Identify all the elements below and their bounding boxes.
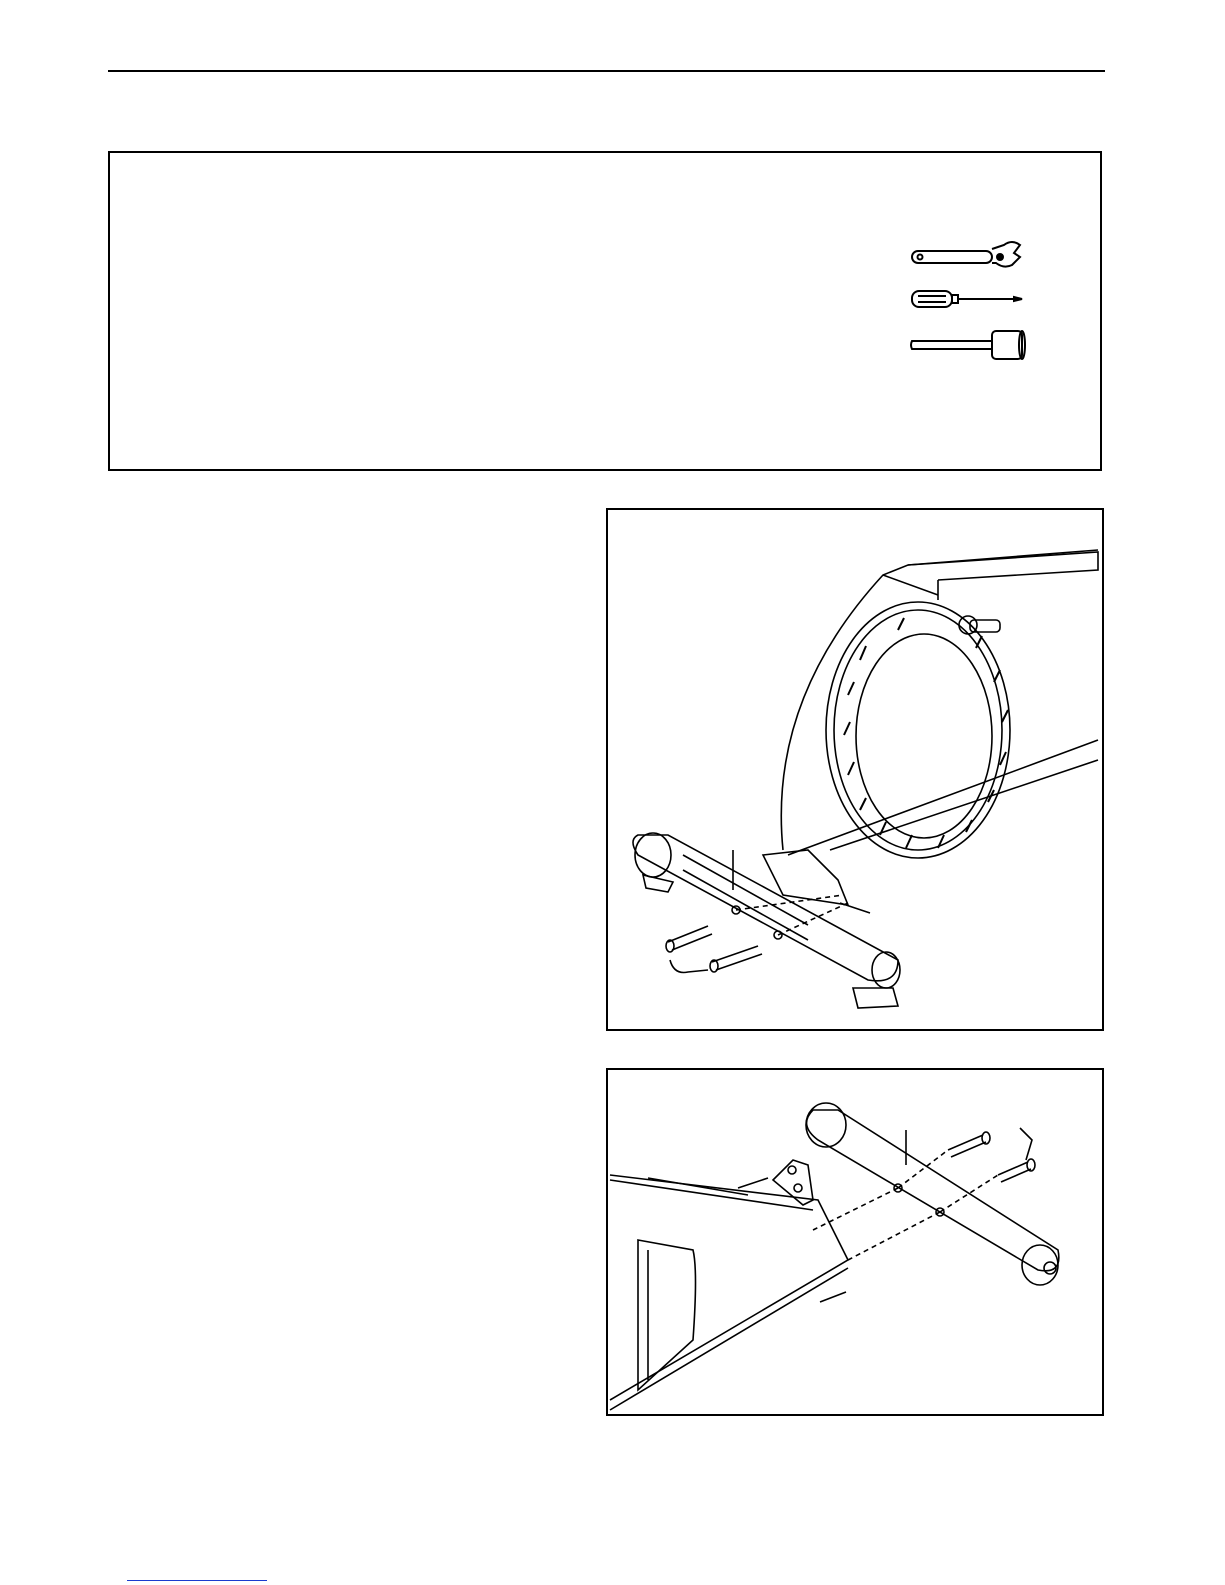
figure-1 (606, 508, 1104, 1031)
figure-2 (606, 1068, 1104, 1416)
figure-1-drawing (608, 510, 1104, 1031)
header-rule (108, 70, 1105, 72)
figure-2-drawing (608, 1070, 1104, 1416)
footer-link-underline (127, 1580, 267, 1581)
adjustable-wrench-icon (908, 239, 1028, 275)
rubber-mallet-icon (906, 325, 1030, 365)
tools-needed-box (108, 151, 1102, 471)
phillips-screwdriver-icon (908, 287, 1028, 311)
